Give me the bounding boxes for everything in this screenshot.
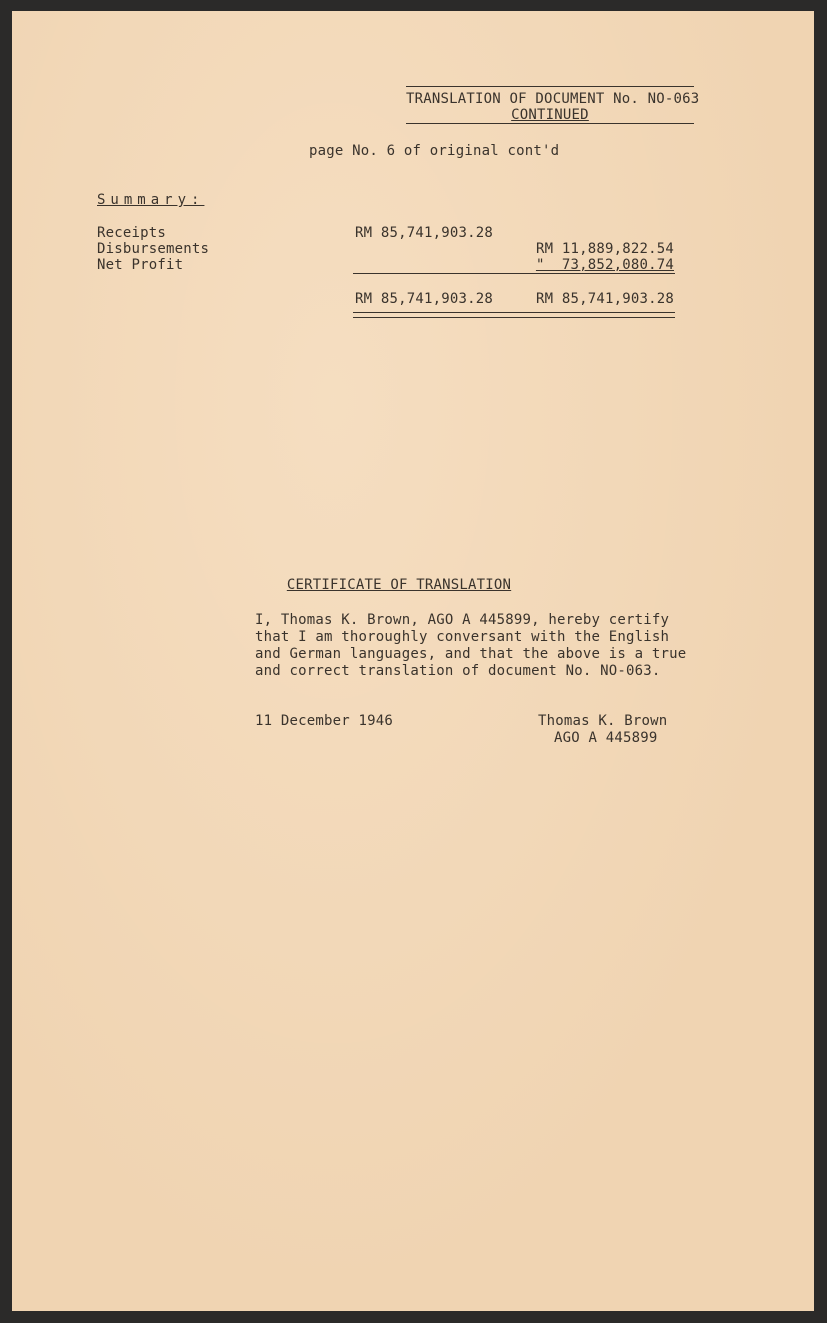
certificate-line-3: and German languages, and that the above is a true bbox=[255, 646, 687, 662]
label-receipts: Receipts bbox=[97, 225, 167, 241]
total-right: RM 85,741,903.28 bbox=[535, 291, 674, 307]
page-note: page No. 6 of original cont'd bbox=[309, 143, 560, 159]
label-net-profit: Net Profit bbox=[97, 257, 184, 273]
total-double-rule bbox=[353, 312, 675, 318]
signer-id: AGO A 445899 bbox=[554, 730, 658, 746]
header-title: TRANSLATION OF DOCUMENT No. NO-063 bbox=[406, 91, 700, 107]
net-profit-figure: " 73,852,080.74 bbox=[535, 257, 674, 273]
subtotal-rule bbox=[353, 273, 675, 274]
disbursements-value: RM 11,889,822.54 bbox=[535, 241, 674, 257]
header-top-rule bbox=[406, 86, 694, 87]
label-disbursements: Disbursements bbox=[97, 241, 210, 257]
certificate-line-4: and correct translation of document No. NO-063. bbox=[255, 663, 661, 679]
total-left: RM 85,741,903.28 bbox=[355, 291, 494, 307]
summary-title: Summary: bbox=[97, 192, 205, 208]
certificate-line-2: that I am thoroughly conversant with the English bbox=[255, 629, 670, 645]
header-continued: CONTINUED bbox=[511, 107, 589, 123]
certificate-title bbox=[254, 577, 544, 593]
signer-name: Thomas K. Brown bbox=[538, 713, 668, 729]
certificate-title-text: CERTIFICATE OF TRANSLATION bbox=[286, 577, 512, 593]
certificate-date: 11 December 1946 bbox=[255, 713, 394, 729]
header-subtitle bbox=[406, 107, 694, 123]
document-page bbox=[12, 11, 814, 1311]
receipts-value: RM 85,741,903.28 bbox=[355, 225, 494, 241]
certificate-line-1: I, Thomas K. Brown, AGO A 445899, hereby certify bbox=[255, 612, 670, 628]
header-bottom-rule bbox=[406, 123, 694, 124]
net-profit-value bbox=[512, 257, 674, 273]
